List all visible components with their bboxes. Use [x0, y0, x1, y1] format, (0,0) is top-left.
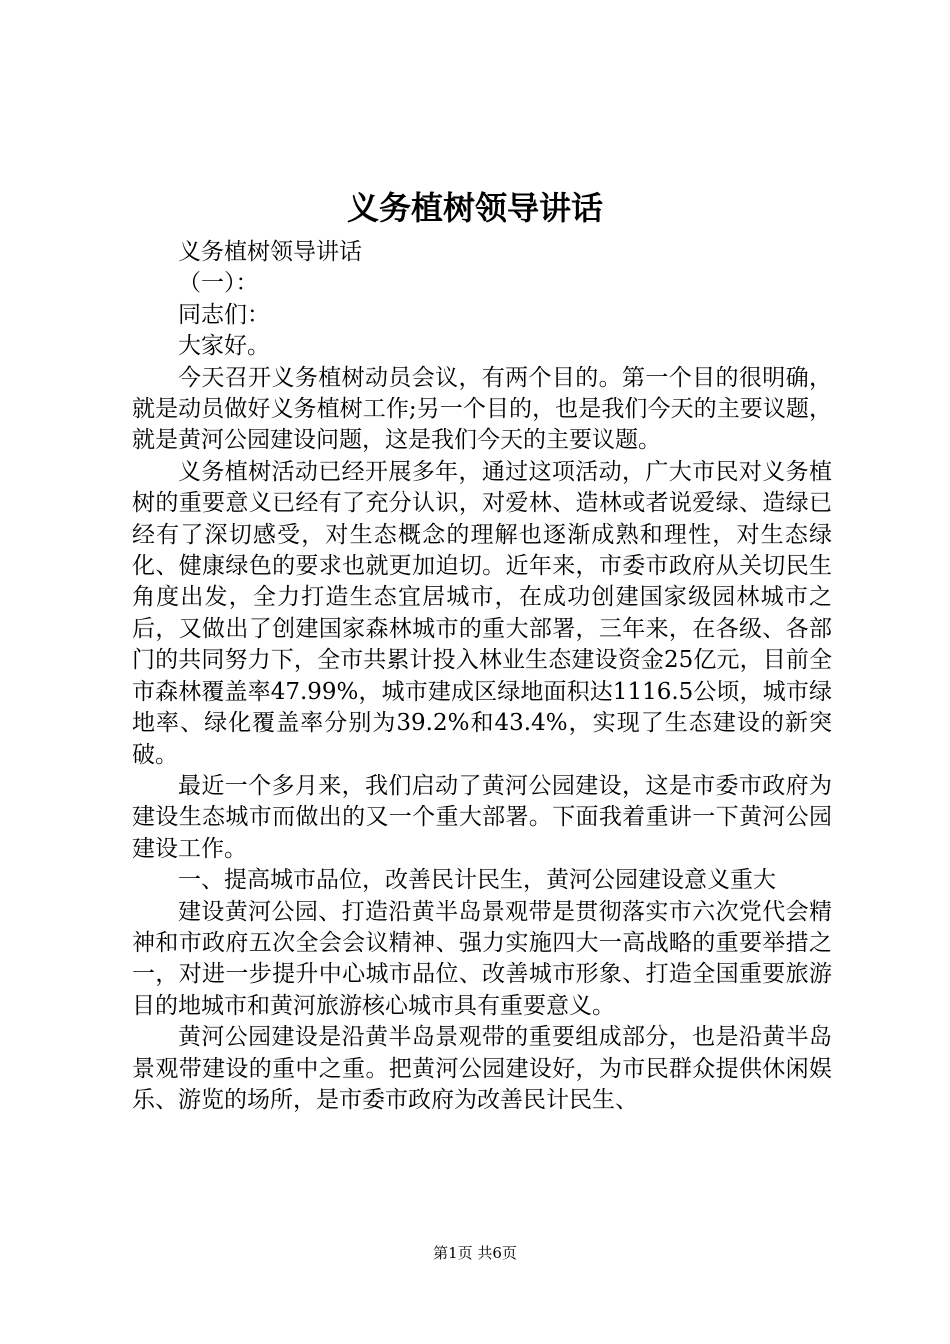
document-title: 义务植树领导讲话 [346, 189, 603, 227]
document-body [132, 237, 832, 1116]
paragraph: 最近一个多月来，我们启动了黄河公园建设，这是市委市政府为建设生态城市而做出的又一个重大部署。下面我着重讲一下黄河公园建设工作。 [132, 772, 832, 862]
paragraph: 同志们： [178, 301, 270, 328]
paragraph: 大家好。 [178, 333, 270, 360]
paragraph: 黄河公园建设是沿黄半岛景观带的重要组成部分，也是沿黄半岛景观带建设的重中之重。把黄河公园建设好，为市民群众提供休闲娱乐、游览的场所，是市委市政府为改善民计民生、 [132, 1024, 832, 1113]
page-footer: 第1页 共6页 [433, 1244, 517, 1262]
paragraph: 义务植树活动已经开展多年，通过这项活动，广大市民对义务植树的重要意义已经有了充分认识，对爱林、造林或者说爱绿、造绿已经有了深切感受，对生态概念的理解也逐渐成熟和理性，对生态绿化、健康绿色的要求也就更加迫切。近年来，市委市政府从关切民生角度出发，全力打造生态宜居城市，在成功创建国家级园林城市之后，又做出了创建国家森林城市的重大部署，三年来，在各级、各部门的共同努力下，全市共累计投入林业生态建设资金25亿元，目前全市森林覆盖率47.99%，城市建成区绿地面积达1116.5公顷，城市绿地率、绿化覆盖率分别为39.2%和43.4%，实现了生态建设的新突破。 [132, 458, 832, 768]
paragraph: 建设黄河公园、打造沿黄半岛景观带是贯彻落实市六次党代会精神和市政府五次全会会议精神、强力实施四大一高战略的重要举措之一，对进一步提升中心城市品位、改善城市形象、打造全国重要旅游目的地城市和黄河旅游核心城市具有重要意义。 [132, 898, 832, 1019]
paragraph: （一）： [178, 270, 259, 297]
section-heading: 一、提高城市品位，改善民计民生，黄河公园建设意义重大 [178, 867, 776, 894]
paragraph: 今天召开义务植树动员会议，有两个目的。第一个目的很明确，就是动员做好义务植树工作;另一个目的，也是我们今天的主要议题，就是黄河公园建设问题，这是我们今天的主要议题。 [132, 364, 832, 454]
paragraph: 义务植树领导讲话 [178, 239, 362, 265]
